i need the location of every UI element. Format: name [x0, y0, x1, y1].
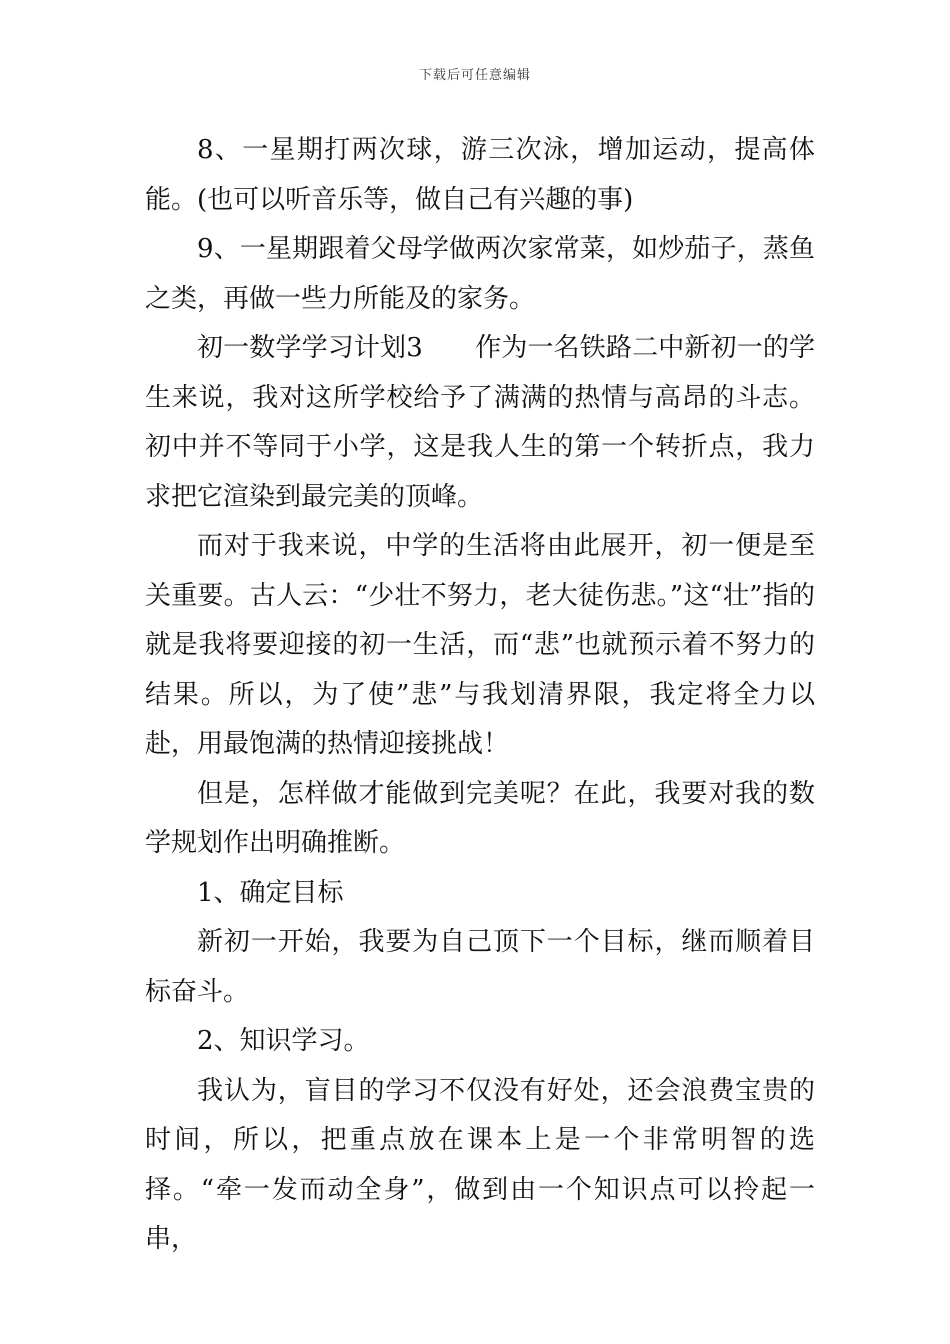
- paragraph-knowledge: 我认为，盲目的学习不仅没有好处，还会浪费宝贵的时间，所以，把重点放在课本上是一个非常明智的选择。“牵一发而动全身”，做到由一个知识点可以拎起一串，: [145, 1075, 815, 1254]
- paragraph-plan-intro: 初一数学学习计划3 作为一名铁路二中新初一的学生来说，我对这所学校给予了满满的热情与高昂的斗志。初中并不等同于小学，这是我人生的第一个转折点，我力求把它渲染到最完美的顶峰。: [145, 333, 815, 512]
- document-body: [145, 126, 815, 1265]
- paragraph-item-8: 8、一星期打两次球，游三次泳，增加运动，提高体能。(也可以听音乐等，做自己有兴趣的事): [145, 135, 815, 215]
- paragraph-middle-school: 而对于我来说，中学的生活将由此展开，初一便是至关重要。古人云：“少壮不努力，老大徒伤悲。”这“壮”指的就是我将要迎接的初一生活，而“悲”也就预示着不努力的结果。所以，为了使”悲”与我划清界限，我定将全力以赴，用最饱满的热情迎接挑战！: [145, 531, 815, 759]
- paragraph-question: 但是，怎样做才能做到完美呢？在此，我要对我的数学规划作出明确推断。: [145, 778, 815, 858]
- heading-knowledge: 2、知识学习。: [197, 1026, 370, 1056]
- paragraph-goal: 新初一开始，我要为自己顶下一个目标，继而顺着目标奋斗。: [145, 927, 815, 1007]
- heading-goal: 1、确定目标: [197, 877, 344, 908]
- page-header: 下载后可任意编辑: [418, 68, 531, 83]
- paragraph-item-9: 9、一星期跟着父母学做两次家常菜，如炒茄子，蒸鱼之类，再做一些力所能及的家务。: [145, 234, 815, 314]
